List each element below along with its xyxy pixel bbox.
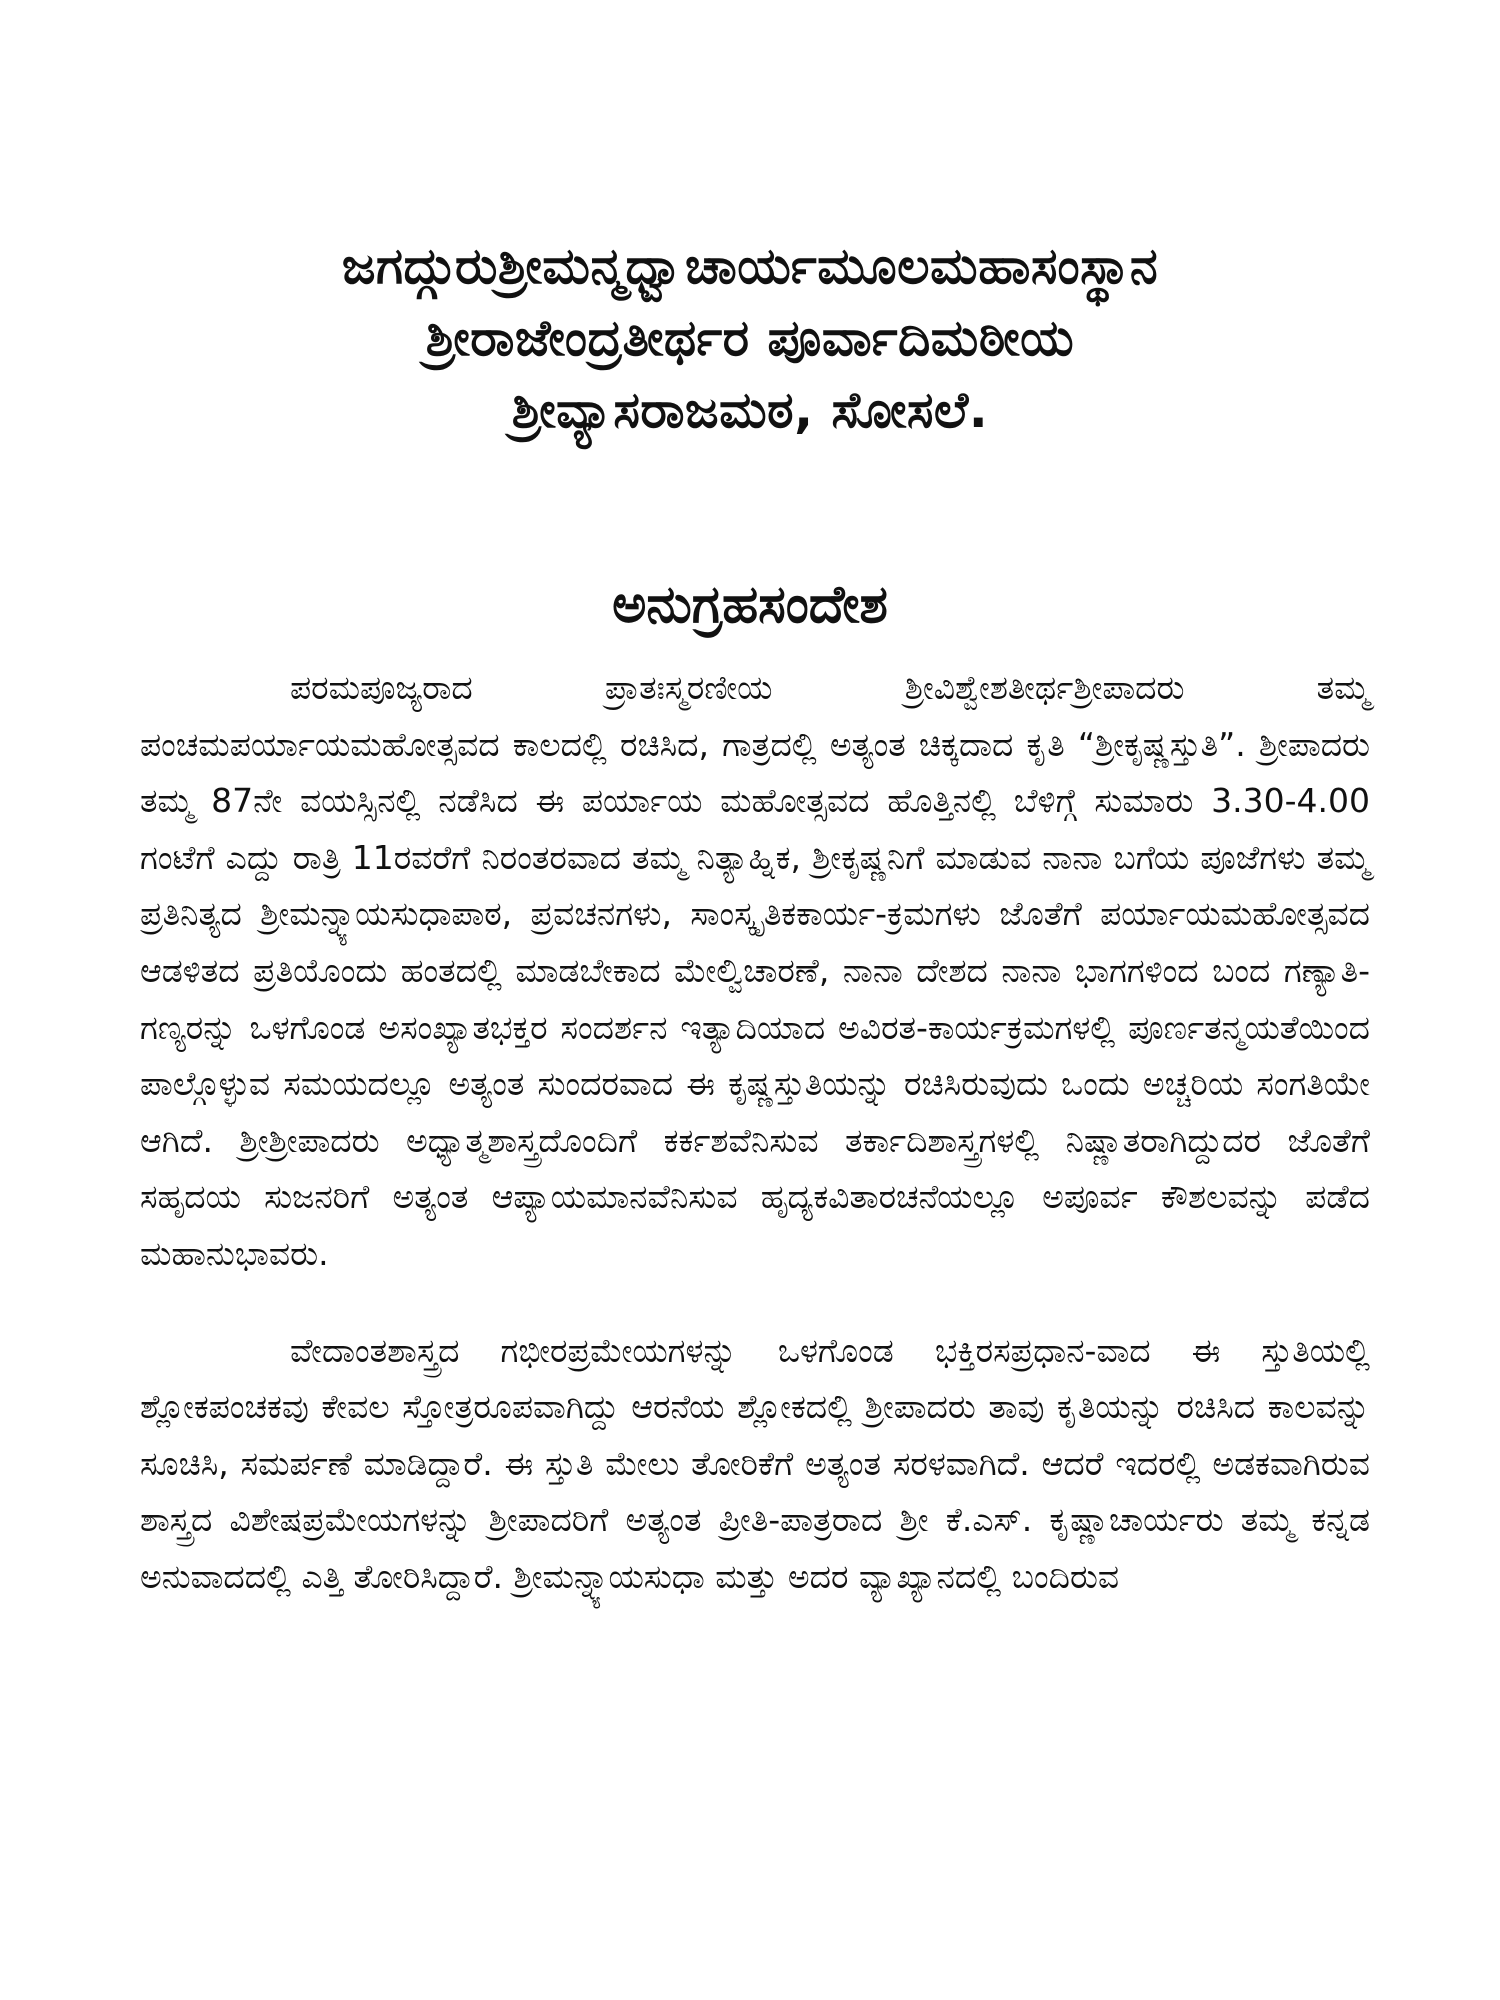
paragraph-1: ಪರಮಪೂಜ್ಯರಾದ ಪ್ರಾತಃಸ್ಮರಣೀಯ ಶ್ರೀವಿಶ್ವೇಶತೀರ್ಥಶ್ರೀಪಾದರು ತಮ್ಮ ಪಂಚಮಪರ್ಯಾಯಮಹೋತ್ಸವದ ಕಾಲದಲ್ಲಿ ರಚಿಸಿದ, ಗಾತ್ರದಲ್ಲಿ ಅತ್ಯಂತ ಚಿಕ್ಕದಾದ ಕೃತಿ “ಶ್ರೀಕೃಷ್ಣಸ್ತುತಿ”. ಶ್ರೀಪಾದರು ತಮ್ಮ 87ನೇ ವಯಸ್ಸಿನಲ್ಲಿ ನಡೆಸಿದ ಈ ಪರ್ಯಾಯ ಮಹೋತ್ಸವದ ಹೊತ್ತಿನಲ್ಲಿ ಬೆಳಿಗ್ಗೆ ಸುಮಾರು 3.30-4.00 ಗಂಟೆಗೆ ಎದ್ದು ರಾತ್ರಿ 11ರವರೆಗೆ ನಿರಂತರವಾದ ತಮ್ಮ ನಿತ್ಯಾಹ್ನಿಕ, ಶ್ರೀಕೃಷ್ಣನಿಗೆ ಮಾಡುವ ನಾನಾ ಬಗೆಯ ಪೂಜೆಗಳು ತಮ್ಮ ಪ್ರತಿನಿತ್ಯದ ಶ್ರೀಮನ್ನ್ಯಾಯಸುಧಾಪಾಠ, ಪ್ರವಚನಗಳು, ಸಾಂಸ್ಕೃತಿಕಕಾರ್ಯ-ಕ್ರಮಗಳು ಜೊತೆಗೆ ಪರ್ಯಾಯಮಹೋತ್ಸವದ ಆಡಳಿತದ ಪ್ರತಿಯೊಂದು ಹಂತದಲ್ಲಿ ಮಾಡಬೇಕಾದ ಮೇಲ್ವಿಚಾರಣೆ, ನಾನಾ ದೇಶದ ನಾನಾ ಭಾಗಗಳಿಂದ ಬಂದ ಗಣ್ಯಾತಿ-ಗಣ್ಯರನ್ನು ಒಳಗೊಂಡ ಅಸಂಖ್ಯಾತಭಕ್ತರ ಸಂದರ್ಶನ ಇತ್ಯಾದಿಯಾದ ಅವಿರತ-ಕಾರ್ಯಕ್ರಮಗಳಲ್ಲಿ ಪೂರ್ಣತನ್ಮಯತೆಯಿಂದ ಪಾಲ್ಗೊಳ್ಳುವ ಸಮಯದಲ್ಲೂ ಅತ್ಯಂತ ಸುಂದರವಾದ ಈ ಕೃಷ್ಣಸ್ತುತಿಯನ್ನು ರಚಿಸಿರುವುದು ಒಂದು ಅಚ್ಚರಿಯ ಸಂಗತಿಯೇ ಆಗಿದೆ. ಶ್ರೀಶ್ರೀಪಾದರು ಅಧ್ಯಾತ್ಮಶಾಸ್ತ್ರದೊಂದಿಗೆ ಕರ್ಕಶವೆನಿಸುವ ತರ್ಕಾದಿಶಾಸ್ತ್ರಗಳಲ್ಲಿ ನಿಷ್ಣಾತರಾಗಿದ್ದುದರ ಜೊತೆಗೆ ಸಹೃದಯ ಸುಜನರಿಗೆ ಅತ್ಯಂತ ಆಪ್ಯಾಯಮಾನವೆನಿಸುವ ಹೃದ್ಯಕವಿತಾರಚನೆಯಲ್ಲೂ ಅಪೂರ್ವ ಕೌಶಲವನ್ನು ಪಡೆದ ಮಹಾನುಭಾವರು. — [140, 668, 1370, 1273]
header-line-1: ಜಗದ್ಗುರುಶ್ರೀಮನ್ಮಧ್ವಾಚಾರ್ಯಮೂಲಮಹಾಸಂಸ್ಥಾನ — [341, 237, 1159, 295]
section-title: ಅನುಗ್ರಹಸಂದೇಶ — [612, 575, 888, 635]
document-body — [140, 660, 1370, 1606]
header-line-2: ಶ್ರೀರಾಜೇಂದ್ರತೀರ್ಥರ ಪೂರ್ವಾದಿಮಠೀಯ — [425, 309, 1075, 367]
header-line-3: ಶ್ರೀವ್ಯಾಸರಾಜಮಠ, ಸೋಸಲೆ. — [511, 381, 989, 439]
mutt-header — [0, 230, 1500, 446]
paragraph-2: ವೇದಾಂತಶಾಸ್ತ್ರದ ಗಭೀರಪ್ರಮೇಯಗಳನ್ನು ಒಳಗೊಂಡ ಭಕ್ತಿರಸಪ್ರಧಾನ-ವಾದ ಈ ಸ್ತುತಿಯಲ್ಲಿ ಶ್ಲೋಕಪಂಚಕವು ಕೇವಲ ಸ್ತೋತ್ರರೂಪವಾಗಿದ್ದು ಆರನೆಯ ಶ್ಲೋಕದಲ್ಲಿ ಶ್ರೀಪಾದರು ತಾವು ಕೃತಿಯನ್ನು ರಚಿಸಿದ ಕಾಲವನ್ನು ಸೂಚಿಸಿ, ಸಮರ್ಪಣೆ ಮಾಡಿದ್ದಾರೆ. ಈ ಸ್ತುತಿ ಮೇಲು ತೋರಿಕೆಗೆ ಅತ್ಯಂತ ಸರಳವಾಗಿದೆ. ಆದರೆ ಇದರಲ್ಲಿ ಅಡಕವಾಗಿರುವ ಶಾಸ್ತ್ರದ ವಿಶೇಷಪ್ರಮೇಯಗಳನ್ನು ಶ್ರೀಪಾದರಿಗೆ ಅತ್ಯಂತ ಪ್ರೀತಿ-ಪಾತ್ರರಾದ ಶ್ರೀ ಕೆ.ಎಸ್. ಕೃಷ್ಣಾಚಾರ್ಯರು ತಮ್ಮ ಕನ್ನಡ ಅನುವಾದದಲ್ಲಿ ಎತ್ತಿ ತೋರಿಸಿದ್ದಾರೆ. ಶ್ರೀಮನ್ನ್ಯಾಯಸುಧಾ ಮತ್ತು ಅದರ ವ್ಯಾಖ್ಯಾನದಲ್ಲಿ ಬಂದಿರುವ — [140, 1330, 1370, 1596]
